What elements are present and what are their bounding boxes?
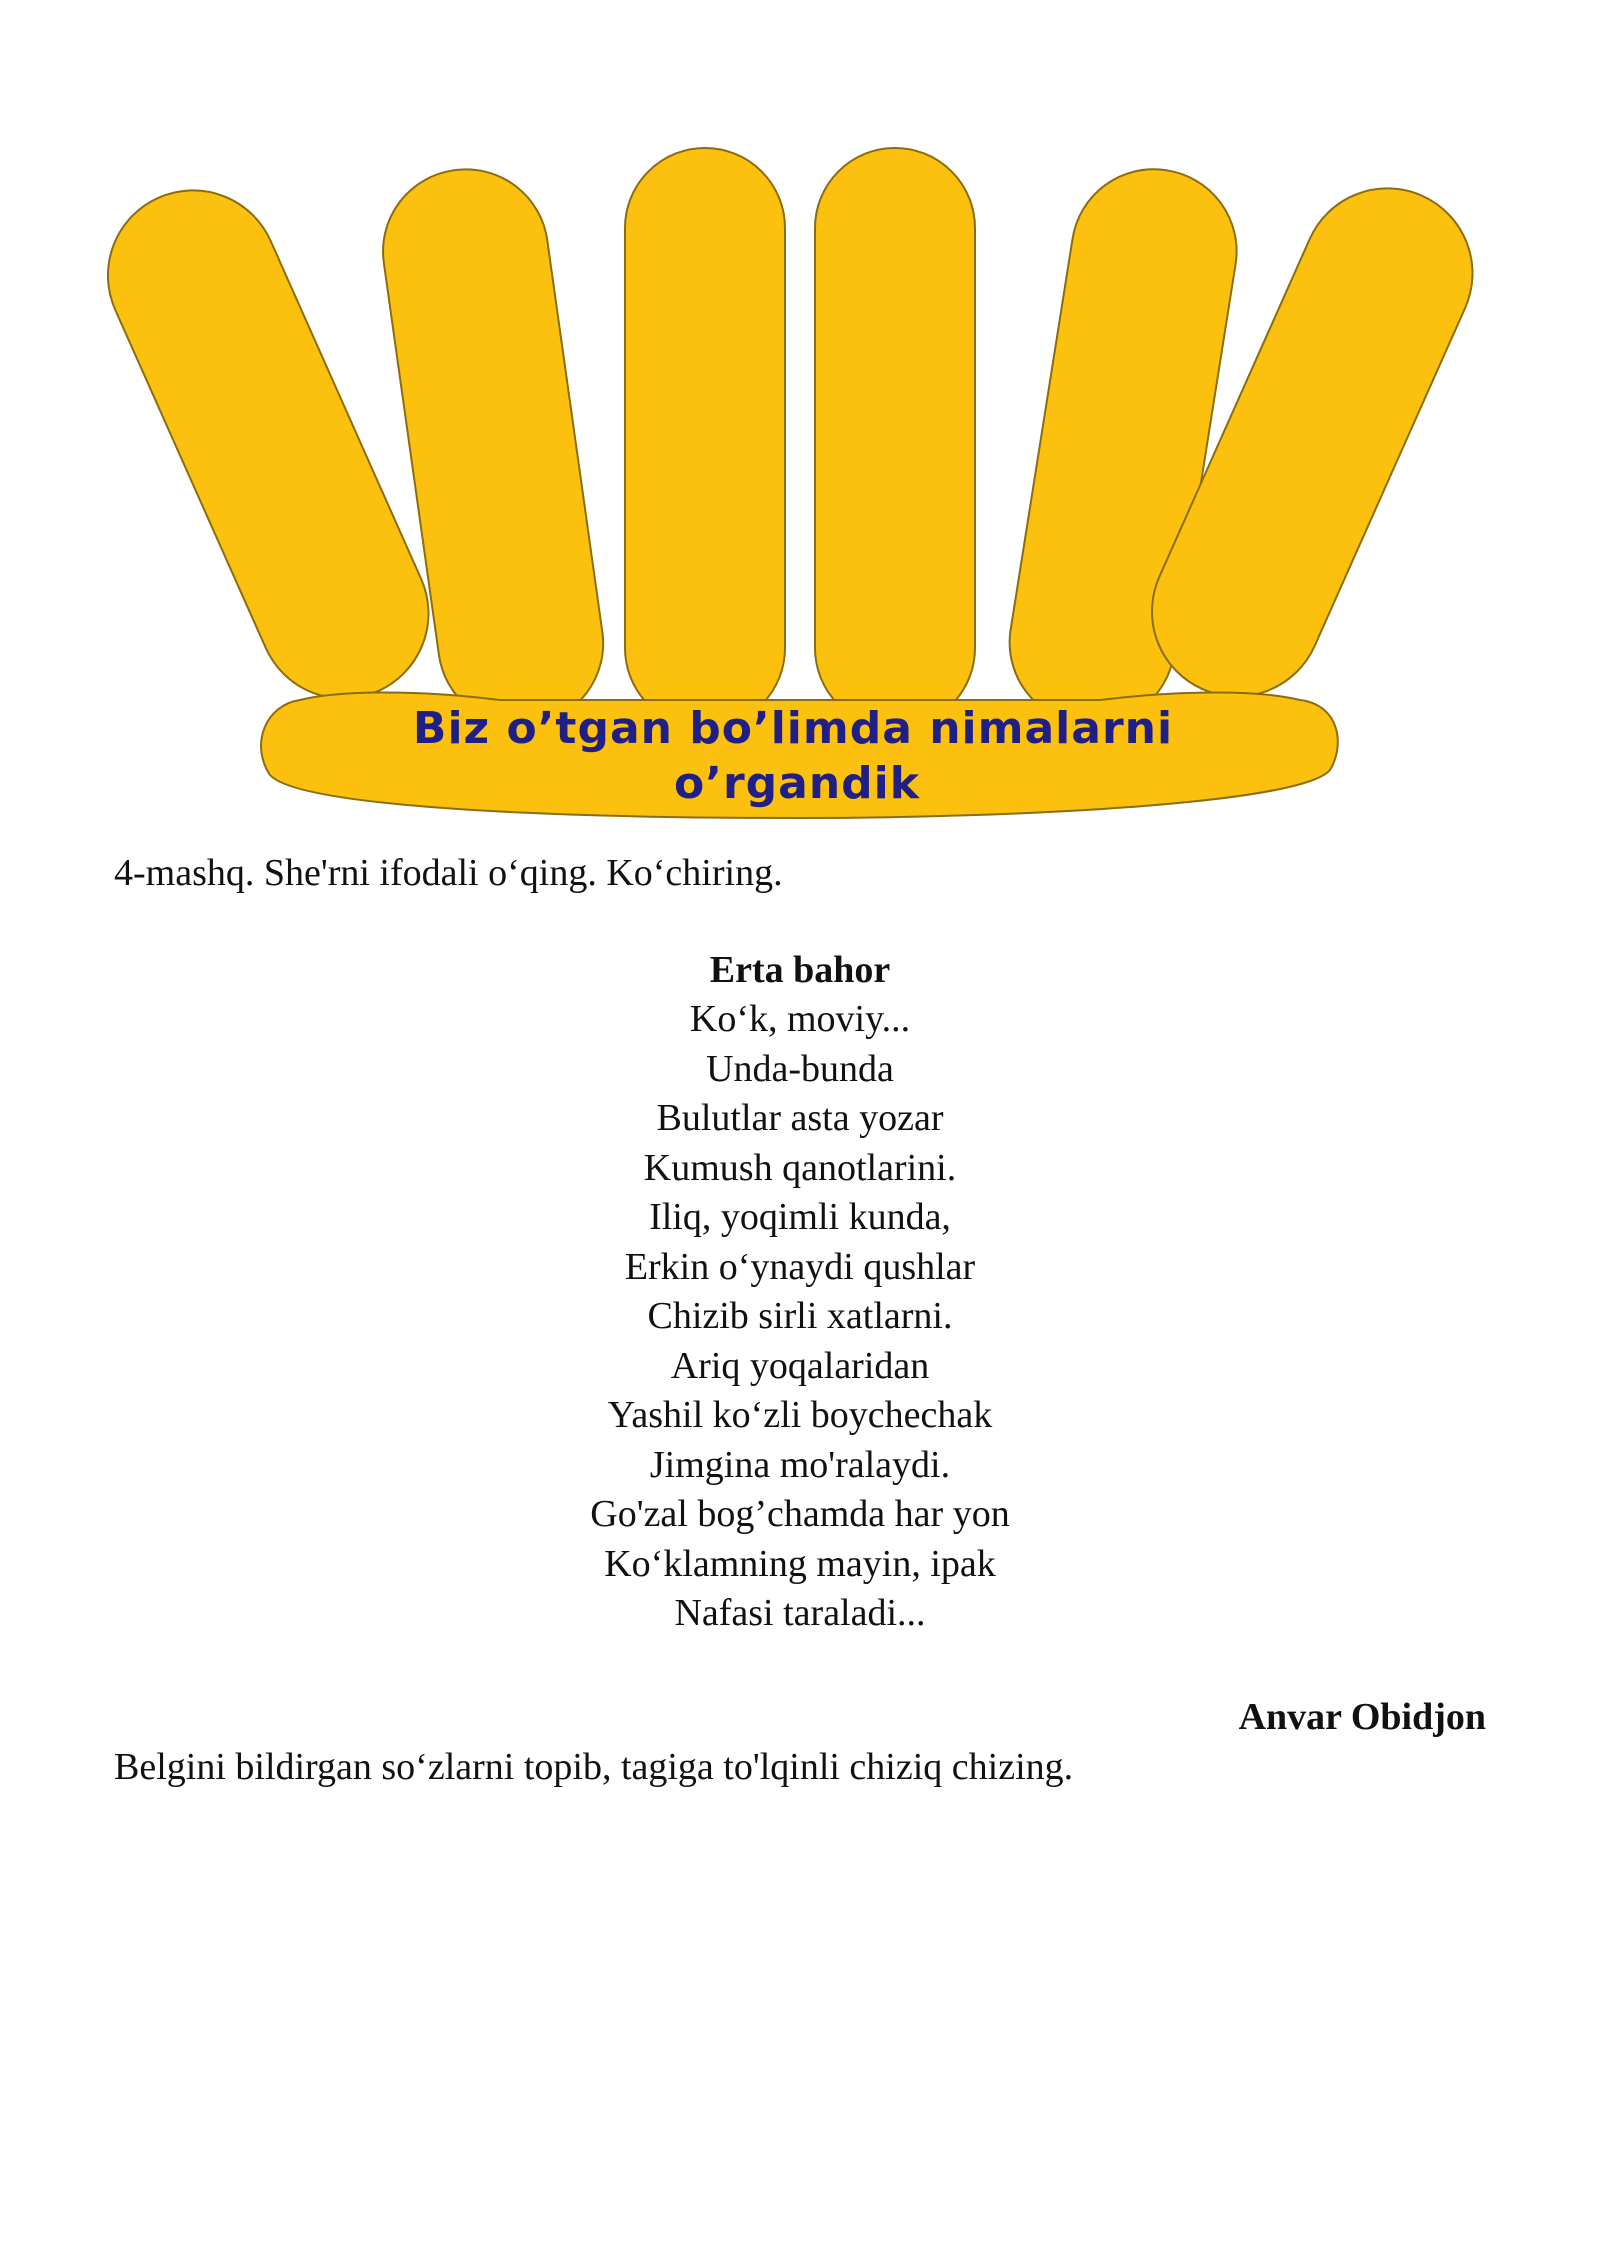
poem-line: Jimgina mo'ralaydi. [649, 1443, 951, 1486]
poem-line: Iliq, yoqimli kunda, [649, 1196, 951, 1238]
banner-title-line-1: Biz o’tgan bo’limda nimalarni [412, 703, 1174, 754]
banner-title-line-2: o’rgandik [674, 758, 920, 809]
poem-line: Go'zal bog’chamda har yon [590, 1493, 1010, 1535]
poem-line: Ariq yoqalaridan [670, 1344, 930, 1387]
poem-line: Kumush qanotlarini. [643, 1146, 957, 1189]
exercise-instruction: 4-mashq. She'rni ifodali o‘qing. Ko‘chiring. [114, 852, 783, 894]
poem-line: Ko‘klamning mayin, ipak [604, 1542, 996, 1585]
poem-line: Bulutlar asta yozar [656, 1097, 944, 1139]
poem-line: Unda-bunda [706, 1047, 894, 1090]
poem-author: Anvar Obidjon [1238, 1696, 1486, 1738]
poem [400, 945, 1200, 1639]
task-instruction: Belgini bildirgan so‘zlarni topib, tagiga to'lqinli chiziq chizing. [114, 1746, 1074, 1788]
poem-line: Yashil ko‘zli boychechak [607, 1394, 993, 1436]
crown-illustration [0, 0, 1600, 840]
crown-banner [0, 0, 1600, 840]
poem-line: Erkin o‘ynaydi qushlar [624, 1245, 976, 1288]
poem-line: Chizib sirli xatlarni. [647, 1295, 953, 1337]
poem-line: Ko‘k, moviy... [689, 998, 911, 1040]
poem-line: Nafasi taraladi... [674, 1592, 926, 1634]
poem-title: Erta bahor [709, 949, 891, 991]
